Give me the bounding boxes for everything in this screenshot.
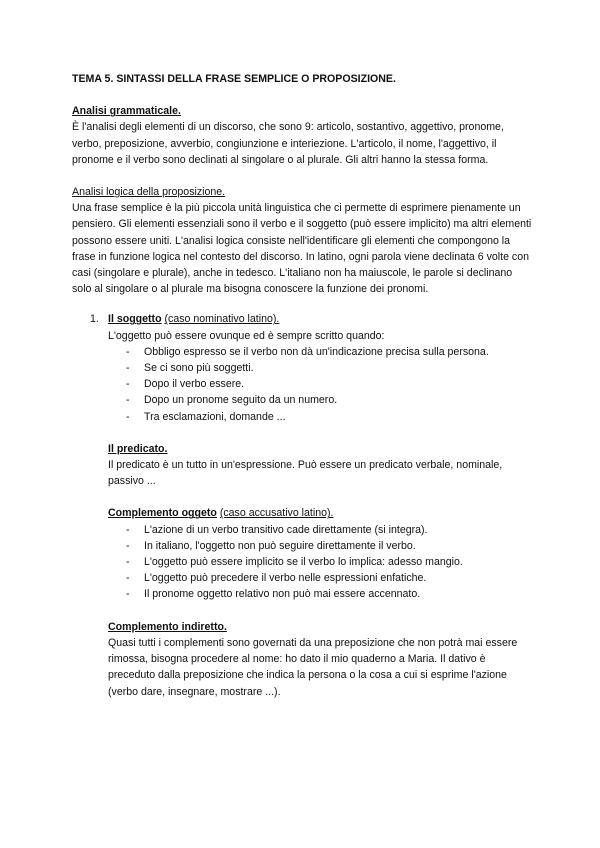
analisi-logica-heading: Analisi logica della proposizione. (72, 186, 226, 199)
document-title: TEMA 5. SINTASSI DELLA FRASE SEMPLICE O PROPOSIZIONE. (72, 73, 396, 85)
soggetto-heading-note: (caso nominativo latino). (164, 313, 280, 326)
list-item: - L'azione di un verbo transitivo cade direttamente (si integra). (126, 523, 428, 536)
complemento-oggetto-heading: Complemento oggeto (108, 507, 217, 520)
list-item: - L'oggetto può essere implicito se il verbo lo implica: adesso mangio. (126, 556, 463, 569)
soggetto-section (72, 311, 532, 424)
predicato-section (72, 425, 532, 490)
list-item: - In italiano, l'oggetto non può seguire direttamente il verbo. (126, 539, 416, 552)
list-item: - L'oggetto può precedere il verbo nelle espressioni enfatiche. (126, 572, 427, 585)
predicato-text: Il predicato è un tutto in un'espressione. Può essere un predicato verbale, nominale, passivo ... (108, 459, 503, 488)
complemento-indiretto-section (72, 603, 532, 700)
analisi-logica-text: Una frase semplice è la più piccola unità linguistica che ci permette di esprimere pienamente un pensiero. Gli elementi essenziali sono il verbo e il soggetto (può essere implicito) ma altri elementi possono essere uniti. L'analisi logica consiste nell'identificare gli elementi che compongono la frase in funzione logica nel contesto del discorso. In latino, ogni parola viene declinata 6 volte con casi (singolare e plurale), anche in tedesco. L'italiano non ha maiuscole, le parole si declinano solo al singolare o al plurale ma bisogna conoscere la funzione dei pronomi. (72, 202, 532, 296)
soggetto-list (108, 344, 532, 425)
complemento-indiretto-text: Quasi tutti i complementi sono governati da una preposizione che non potrà mai essere rimossa, bisogna procedere al nome: ho dato il mio quaderno a Maria. Il dativo è preceduto dalla preposizione che indica la persona o la cosa a cui si esprime l'azione (verbo dare, insegnare, mostrare ...). (108, 636, 518, 698)
list-item: - Il pronome oggetto relativo non può mai essere accennato. (126, 588, 421, 601)
soggetto-intro: L'oggetto può essere ovunque ed è sempre scritto quando: (108, 329, 385, 342)
analisi-grammaticale-text: È l'analisi degli elementi di un discorso, che sono 9: articolo, sostantivo, aggettivo, pronome, verbo, preposizione, avverbio, congiunzione e interiezione. L'articolo, il nome, l'aggettivo, il pronome e il verbo sono declinati al singolare o al plurale. Gli altri hanno la stessa forma. (72, 121, 504, 166)
complemento-oggetto-heading-line (108, 505, 532, 521)
list-item: - Se ci sono più soggetti. (126, 362, 254, 375)
soggetto-heading-line (108, 311, 532, 327)
analisi-grammaticale-heading: Analisi grammaticale. (72, 105, 181, 118)
complemento-oggetto-list (108, 522, 532, 603)
complemento-oggetto-section (72, 489, 532, 602)
document-page (72, 71, 532, 700)
soggetto-number: 1. (90, 313, 99, 326)
list-item: - Dopo un pronome seguito da un numero. (126, 394, 338, 407)
list-item: - Dopo il verbo essere. (126, 378, 245, 391)
complemento-oggetto-heading-note: (caso accusativo latino). (219, 507, 334, 520)
soggetto-heading: Il soggetto (108, 313, 162, 326)
list-item: - Tra esclamazioni, domande ... (126, 410, 286, 423)
list-item: - Obbligo espresso se il verbo non dà un'indicazione precisa sulla persona. (126, 345, 489, 358)
complemento-indiretto-heading: Complemento indiretto. (108, 620, 227, 633)
predicato-heading: Il predicato. (108, 442, 168, 455)
